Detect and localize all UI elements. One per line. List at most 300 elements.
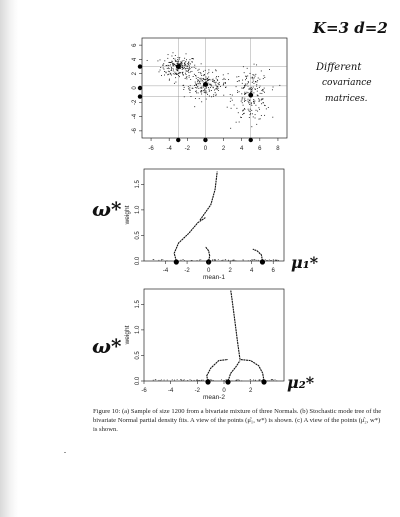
data-point <box>181 260 182 261</box>
plot-frame <box>144 289 284 381</box>
data-point <box>193 76 194 77</box>
data-point <box>185 62 186 63</box>
data-point <box>245 84 246 85</box>
data-point <box>208 69 209 70</box>
data-point <box>188 86 189 87</box>
x-tick-label: 2 <box>221 146 226 152</box>
data-point <box>195 98 196 99</box>
data-point <box>176 73 177 74</box>
x-tick-label: -6 <box>148 146 154 152</box>
data-point <box>203 81 204 82</box>
data-point <box>199 380 200 381</box>
y-axis-mode-mark-2 <box>138 94 142 98</box>
data-point <box>187 71 188 72</box>
data-point <box>201 92 202 93</box>
data-point <box>218 83 219 84</box>
data-point <box>263 102 264 103</box>
y-tick-label: 1.0 <box>135 325 141 335</box>
data-point <box>260 93 261 94</box>
data-point <box>237 90 238 91</box>
y-tick-label: -4 <box>132 113 138 120</box>
data-point <box>168 71 169 72</box>
x-tick-label: 0 <box>206 268 211 274</box>
data-point <box>216 76 217 77</box>
data-point <box>195 91 196 92</box>
data-point <box>242 80 243 81</box>
data-point <box>244 72 245 73</box>
data-point <box>257 88 258 89</box>
data-point <box>258 98 259 99</box>
data-point <box>196 78 197 79</box>
data-point <box>205 92 206 93</box>
data-point <box>211 96 212 97</box>
data-point <box>168 65 169 66</box>
data-point <box>187 63 188 64</box>
data-point <box>178 57 179 58</box>
data-point <box>248 101 249 102</box>
data-point <box>254 101 255 102</box>
mode-tree-panel-c <box>120 285 292 400</box>
data-point <box>259 119 260 120</box>
data-point <box>185 73 186 74</box>
data-point <box>204 92 205 93</box>
data-point <box>197 70 198 71</box>
data-point <box>251 105 252 106</box>
data-point <box>211 379 212 380</box>
data-point <box>185 61 186 62</box>
data-point <box>236 122 237 123</box>
data-point <box>188 88 189 89</box>
data-point <box>262 89 263 90</box>
data-point <box>189 87 190 88</box>
data-point <box>227 107 228 108</box>
data-point <box>248 109 249 110</box>
data-point <box>187 68 188 69</box>
x-tick-label: 8 <box>276 146 280 152</box>
data-point <box>243 105 244 106</box>
data-point <box>194 65 195 66</box>
data-point <box>198 77 199 78</box>
data-point <box>179 72 180 73</box>
data-point <box>252 82 253 83</box>
data-point <box>246 76 247 77</box>
plot-frame <box>142 38 287 138</box>
data-point <box>205 70 206 71</box>
data-point <box>245 93 246 94</box>
data-point <box>261 93 262 94</box>
data-point <box>267 380 268 381</box>
cluster-0 <box>147 52 204 82</box>
data-point <box>234 105 235 106</box>
data-point <box>172 379 173 380</box>
data-point <box>200 72 201 73</box>
data-point <box>213 79 214 80</box>
data-point <box>171 69 172 70</box>
data-point <box>258 260 259 261</box>
data-point <box>257 80 258 81</box>
data-point <box>158 260 159 261</box>
data-point <box>191 380 192 381</box>
data-point <box>201 79 202 80</box>
data-point <box>253 103 254 104</box>
data-point <box>249 100 250 101</box>
data-point <box>259 109 260 110</box>
data-point <box>247 75 248 76</box>
data-point <box>162 259 163 260</box>
data-point <box>184 67 185 68</box>
data-point <box>169 79 170 80</box>
data-point <box>246 78 247 79</box>
data-point <box>199 78 200 79</box>
data-point <box>267 260 268 261</box>
y-tick-label: 4 <box>132 57 138 62</box>
data-point <box>173 70 174 71</box>
data-point <box>185 78 186 79</box>
data-point <box>269 380 270 381</box>
data-point <box>247 68 248 69</box>
data-point <box>195 75 196 76</box>
data-point <box>232 260 233 261</box>
data-point <box>207 78 208 79</box>
data-point <box>207 73 208 74</box>
data-point <box>273 260 274 261</box>
data-point <box>189 65 190 66</box>
data-point <box>263 78 264 79</box>
data-point <box>248 110 249 111</box>
data-point <box>190 379 191 380</box>
data-point <box>255 76 256 77</box>
data-point <box>253 101 254 102</box>
data-point <box>224 380 225 381</box>
data-point <box>173 65 174 66</box>
data-point <box>193 58 194 59</box>
data-point <box>204 88 205 89</box>
data-point <box>230 128 231 129</box>
data-point <box>255 118 256 119</box>
data-point <box>231 260 232 261</box>
data-point <box>153 380 154 381</box>
mode-marker-2 <box>261 379 266 384</box>
data-point <box>169 71 170 72</box>
data-point <box>261 70 262 71</box>
data-point <box>197 86 198 87</box>
data-point <box>213 80 214 81</box>
data-point <box>252 74 253 75</box>
data-point <box>175 55 176 56</box>
data-point <box>213 87 214 88</box>
data-point <box>197 260 198 261</box>
data-point <box>201 78 202 79</box>
data-point <box>157 60 158 61</box>
data-point <box>179 59 180 60</box>
data-point <box>171 56 172 57</box>
data-point <box>215 92 216 93</box>
mode-marker-0 <box>174 259 179 264</box>
data-point <box>244 109 245 110</box>
data-point <box>230 98 231 99</box>
data-point <box>244 99 245 100</box>
data-point <box>199 98 200 99</box>
data-point <box>175 60 176 61</box>
x-tick-label: -6 <box>141 388 147 394</box>
data-point <box>241 88 242 89</box>
data-point <box>181 64 182 65</box>
data-point <box>242 99 243 100</box>
data-point <box>252 91 253 92</box>
data-point <box>248 260 249 261</box>
data-point <box>200 380 201 381</box>
data-point <box>242 102 243 103</box>
data-point <box>192 260 193 261</box>
data-point <box>271 379 272 380</box>
plot-frame <box>144 169 284 261</box>
data-point <box>180 65 181 66</box>
mode-branch-0 <box>207 360 228 382</box>
data-point <box>238 379 239 380</box>
data-point <box>200 87 201 88</box>
data-point <box>210 85 211 86</box>
y-axis-label: weight <box>124 325 131 345</box>
data-point <box>195 68 196 69</box>
data-point <box>194 67 195 68</box>
data-point <box>177 379 178 380</box>
data-point <box>202 380 203 381</box>
data-point <box>269 260 270 261</box>
y-axis-label: weight <box>124 205 131 225</box>
data-point <box>222 260 223 261</box>
data-point <box>179 73 180 74</box>
y-tick-label: 0 <box>132 86 138 90</box>
mu1-star-label: μ₁* <box>291 253 319 272</box>
data-point <box>212 259 213 260</box>
data-point <box>236 86 237 87</box>
data-point <box>208 80 209 81</box>
data-point <box>253 379 254 380</box>
data-point <box>214 82 215 83</box>
data-point <box>223 95 224 96</box>
data-point <box>186 74 187 75</box>
data-point <box>250 114 251 115</box>
data-point <box>260 380 261 381</box>
data-point <box>164 60 165 61</box>
data-point <box>163 69 164 70</box>
data-point <box>208 77 209 78</box>
x-axis-label: mean-2 <box>202 394 226 400</box>
data-point <box>228 260 229 261</box>
data-point <box>264 92 265 93</box>
data-point <box>254 77 255 78</box>
data-point <box>223 84 224 85</box>
x-tick-label: 4 <box>240 146 244 152</box>
data-point <box>242 83 243 84</box>
data-point <box>266 260 267 261</box>
data-point <box>251 91 252 92</box>
data-point <box>198 92 199 93</box>
data-point <box>177 59 178 60</box>
data-point <box>230 101 231 102</box>
y-tick-label: 0.0 <box>135 376 141 386</box>
data-point <box>174 83 175 84</box>
data-point <box>258 78 259 79</box>
data-point <box>160 380 161 381</box>
data-point <box>228 73 229 74</box>
x-tick-label: -2 <box>194 388 201 394</box>
data-point <box>184 58 185 59</box>
data-point <box>190 68 191 69</box>
data-point <box>244 92 245 93</box>
data-point <box>228 260 229 261</box>
data-point <box>203 380 204 381</box>
data-point <box>253 79 254 80</box>
data-point <box>171 62 172 63</box>
data-point <box>167 58 168 59</box>
data-point <box>250 379 251 380</box>
data-point <box>206 81 207 82</box>
data-point <box>167 74 168 75</box>
data-point <box>189 92 190 93</box>
data-point <box>261 100 262 101</box>
data-point <box>172 65 173 66</box>
data-point <box>259 100 260 101</box>
data-point <box>217 80 218 81</box>
mode-branch-0 <box>174 218 205 261</box>
data-point <box>215 84 216 85</box>
data-point <box>251 103 252 104</box>
data-point <box>241 380 242 381</box>
data-point <box>248 99 249 100</box>
data-point <box>245 76 246 77</box>
data-point <box>161 259 162 260</box>
data-point <box>217 89 218 90</box>
data-point <box>219 84 220 85</box>
data-point <box>185 68 186 69</box>
data-point <box>253 116 254 117</box>
y-tick-label: 2 <box>132 72 138 76</box>
data-point <box>213 96 214 97</box>
data-point <box>192 88 193 89</box>
data-point <box>225 79 226 80</box>
data-point <box>181 61 182 62</box>
data-point <box>153 259 154 260</box>
data-point <box>197 81 198 82</box>
data-point <box>202 78 203 79</box>
data-point <box>245 85 246 86</box>
data-point <box>191 61 192 62</box>
data-point <box>189 75 190 76</box>
data-point <box>171 75 172 76</box>
data-point <box>247 83 248 84</box>
data-point <box>248 102 249 103</box>
data-point <box>252 88 253 89</box>
data-point <box>236 380 237 381</box>
data-point <box>256 81 257 82</box>
data-point <box>167 65 168 66</box>
data-point <box>159 380 160 381</box>
data-point <box>203 90 204 91</box>
data-point <box>155 379 156 380</box>
data-point <box>230 94 231 95</box>
data-point <box>261 115 262 116</box>
data-point <box>239 122 240 123</box>
data-point <box>218 259 219 260</box>
data-point <box>255 105 256 106</box>
data-point <box>215 82 216 83</box>
y-tick-label: 0.5 <box>135 231 141 240</box>
data-point <box>246 92 247 93</box>
data-point <box>233 260 234 261</box>
data-point <box>191 67 192 68</box>
data-point <box>147 60 148 61</box>
data-point <box>197 379 198 380</box>
data-point <box>176 74 177 75</box>
figure-caption: Figure 10: (a) Sample of size 1200 from a bivariate mixture of three Normals. (b) Stochastic mode tree of the bivariate Normal partial density fits. A view of the points (μ̂₁, w*) is shown. (c) A view of the points (μ̂₂, w*) is shown. <box>93 408 382 433</box>
data-point <box>243 110 244 111</box>
data-point <box>203 87 204 88</box>
data-point <box>276 380 277 381</box>
data-point <box>184 379 185 380</box>
data-point <box>184 96 185 97</box>
data-point <box>257 111 258 112</box>
data-point <box>244 94 245 95</box>
data-point <box>260 86 261 87</box>
x-tick-label: 6 <box>271 268 275 274</box>
data-point <box>251 87 252 88</box>
data-point <box>235 260 236 261</box>
data-point <box>225 259 226 260</box>
y-tick-label: 1.5 <box>135 180 141 189</box>
data-point <box>238 112 239 113</box>
data-point <box>279 85 280 86</box>
data-point <box>198 380 199 381</box>
data-point <box>212 260 213 261</box>
data-point <box>238 80 239 81</box>
data-point <box>208 87 209 88</box>
data-point <box>191 58 192 59</box>
data-point <box>265 259 266 260</box>
handwritten-different-note: Different <box>316 62 362 73</box>
data-point <box>215 95 216 96</box>
data-point <box>201 90 202 91</box>
data-point <box>177 70 178 71</box>
data-point <box>266 108 267 109</box>
x-tick-label: 0 <box>203 146 208 152</box>
data-point <box>188 63 189 64</box>
data-point <box>212 81 213 82</box>
data-point <box>207 79 208 80</box>
cluster-center-mark-0 <box>176 64 181 69</box>
data-point <box>206 99 207 100</box>
data-point <box>166 72 167 73</box>
x-tick-label: -4 <box>167 388 174 394</box>
data-point <box>208 83 209 84</box>
scan-page-edge <box>0 0 18 517</box>
data-point <box>170 74 171 75</box>
omega-star-label-b: ω* <box>92 197 122 221</box>
data-point <box>194 85 195 86</box>
data-point <box>223 83 224 84</box>
data-point <box>164 75 165 76</box>
data-point <box>166 65 167 66</box>
data-point <box>198 80 199 81</box>
data-point <box>259 79 260 80</box>
data-point <box>251 102 252 103</box>
data-point <box>188 69 189 70</box>
data-point <box>253 92 254 93</box>
data-point <box>203 71 204 72</box>
data-point <box>180 63 181 64</box>
x-tick-label: -2 <box>184 146 190 152</box>
data-point <box>214 259 215 260</box>
